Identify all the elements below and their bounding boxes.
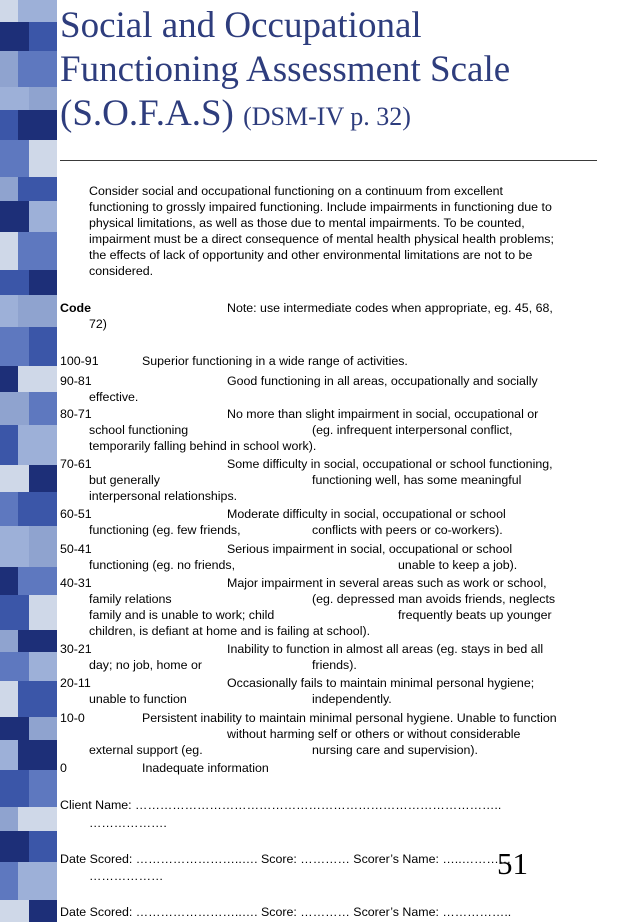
score-description: (eg. infrequent interpersonal conflict, xyxy=(312,423,513,437)
strip-block xyxy=(0,740,18,770)
strip-block xyxy=(0,22,29,51)
score-description: family relations xyxy=(89,592,172,606)
score-description: temporarily falling behind in school work). xyxy=(89,439,317,453)
score-description: family and is unable to work; child xyxy=(89,608,275,622)
score-description: Moderate difficulty in social, occupational or school xyxy=(227,507,506,521)
strip-block xyxy=(18,492,57,526)
score-description: functioning (eg. few friends, xyxy=(89,523,241,537)
strip-block xyxy=(18,567,57,595)
strip-block xyxy=(0,465,29,492)
code-header-note: Note: use intermediate codes when appropriate, eg. 45, 68, xyxy=(227,301,553,315)
strip-block xyxy=(29,327,57,366)
strip-block xyxy=(0,232,18,270)
strip-block xyxy=(0,492,18,526)
strip-block xyxy=(29,140,57,177)
score-code: 90-81 xyxy=(60,374,92,388)
score-description: No more than slight impairment in social, occupational or xyxy=(227,407,539,421)
strip-block xyxy=(0,831,29,862)
strip-block xyxy=(0,630,18,652)
score-description: friends). xyxy=(312,658,357,672)
title-line-3: (S.O.F.A.S) xyxy=(60,93,234,134)
score-description: without harming self or others or without considerable xyxy=(227,727,521,741)
strip-block xyxy=(0,900,29,922)
score-description: day; no job, home or xyxy=(89,658,202,672)
client-name-field: Client Name: …………………………………………………………………………….. xyxy=(60,798,502,812)
strip-block xyxy=(0,295,18,327)
strip-block xyxy=(29,201,57,232)
score-description: conflicts with peers or co-workers). xyxy=(312,523,503,537)
strip-block xyxy=(18,862,57,900)
strip-block xyxy=(29,595,57,630)
score-description: effective. xyxy=(89,390,139,404)
intro-line: impairment must be a direct consequence of mental health physical health problems; xyxy=(89,232,554,246)
score-description: unable to function xyxy=(89,692,187,706)
strip-block xyxy=(0,526,29,567)
strip-block xyxy=(0,595,29,630)
score-description: functioning (eg. no friends, xyxy=(89,558,236,572)
strip-block xyxy=(18,681,57,717)
intro-line: the effects of lack of opportunity and other environmental limitations are not to be xyxy=(89,248,533,262)
strip-block xyxy=(0,770,29,807)
strip-block xyxy=(0,0,18,22)
strip-block xyxy=(29,831,57,862)
title-reference: (DSM-IV p. 32) xyxy=(243,102,411,131)
strip-block xyxy=(0,717,29,740)
strip-block xyxy=(0,201,29,232)
score-description: school functioning xyxy=(89,423,189,437)
strip-block xyxy=(0,140,29,177)
strip-block xyxy=(18,630,57,652)
title-line-1: Social and Occupational xyxy=(60,5,422,46)
score-description: Some difficulty in social, occupational or school functioning, xyxy=(227,457,553,471)
strip-block xyxy=(18,0,57,22)
strip-block xyxy=(0,327,29,366)
score-description: Inadequate information xyxy=(142,761,269,775)
score-description: Major impairment in several areas such as work or school, xyxy=(227,576,547,590)
strip-block xyxy=(18,177,57,201)
score-description: Inability to function in almost all areas (eg. stays in bed all xyxy=(227,642,544,656)
score-code: 0 xyxy=(60,761,67,775)
strip-block xyxy=(18,51,57,87)
strip-block xyxy=(0,567,18,595)
strip-block xyxy=(0,652,29,681)
strip-block xyxy=(0,51,18,87)
code-header-note-cont: 72) xyxy=(89,317,107,331)
page-number: 51 xyxy=(497,846,528,881)
score-code: 10-0 xyxy=(60,711,85,725)
date-scored-field: Date Scored: ……………………..…. Score: ………… Scorer’s Name: …………….. xyxy=(60,905,512,919)
strip-block xyxy=(18,807,57,831)
strip-block xyxy=(29,87,57,110)
score-code: 20-11 xyxy=(60,676,91,690)
score-description: Occasionally fails to maintain minimal personal hygiene; xyxy=(227,676,535,690)
strip-block xyxy=(18,295,57,327)
score-code: 100-91 xyxy=(60,354,99,368)
strip-block xyxy=(18,366,57,392)
strip-block xyxy=(29,652,57,681)
strip-block xyxy=(0,425,18,465)
score-description: nursing care and supervision). xyxy=(312,743,478,757)
score-description: external support (eg. xyxy=(89,743,203,757)
strip-block xyxy=(0,87,29,110)
score-description: Superior functioning in a wide range of activities. xyxy=(142,354,408,368)
score-code: 40-31 xyxy=(60,576,92,590)
client-name-field-cont: ………………. xyxy=(89,816,167,830)
decorative-side-strip xyxy=(0,0,57,922)
strip-block xyxy=(29,900,57,922)
strip-block xyxy=(29,270,57,295)
score-code: 80-71 xyxy=(60,407,92,421)
strip-block xyxy=(18,110,57,140)
code-header-label: Code xyxy=(60,301,91,315)
score-description: interpersonal relationships. xyxy=(89,489,238,503)
strip-block xyxy=(29,465,57,492)
score-description: (eg. depressed man avoids friends, neglects xyxy=(312,592,556,606)
score-description: independently. xyxy=(312,692,392,706)
score-description: children, is defiant at home and is failing at school). xyxy=(89,624,371,638)
title-divider xyxy=(60,160,597,161)
intro-line: considered. xyxy=(89,264,154,278)
strip-block xyxy=(0,110,18,140)
intro-line: Consider social and occupational functioning on a continuum from excellent xyxy=(89,184,503,198)
strip-block xyxy=(29,22,57,51)
score-description: frequently beats up younger xyxy=(398,608,552,622)
score-description: Good functioning in all areas, occupationally and socially xyxy=(227,374,538,388)
strip-block xyxy=(18,740,57,770)
score-description: Serious impairment in social, occupational or school xyxy=(227,542,513,556)
intro-line: functioning to grossly impaired functioning. Include impairments in functioning due to xyxy=(89,200,552,214)
strip-block xyxy=(18,232,57,270)
score-description: unable to keep a job). xyxy=(398,558,518,572)
page-title xyxy=(60,4,630,139)
strip-block xyxy=(29,717,57,740)
date-scored-field: Date Scored: ……………………..…. Score: ………… Scorer’s Name: …..………… xyxy=(60,852,512,866)
score-code: 30-21 xyxy=(60,642,92,656)
date-scored-field-cont: ……………… xyxy=(89,869,164,883)
score-code: 70-61 xyxy=(60,457,92,471)
strip-block xyxy=(29,526,57,567)
intro-line: physical limitations, as well as those due to mental impairments. To be counted, xyxy=(89,216,525,230)
score-description: functioning well, has some meaningful xyxy=(312,473,522,487)
strip-block xyxy=(0,177,18,201)
strip-block xyxy=(0,270,29,295)
strip-block xyxy=(29,770,57,807)
strip-block xyxy=(0,392,29,425)
strip-block xyxy=(18,425,57,465)
score-code: 60-51 xyxy=(60,507,92,521)
score-description: Persistent inability to maintain minimal personal hygiene. Unable to function xyxy=(142,711,557,725)
strip-block xyxy=(0,862,18,900)
strip-block xyxy=(0,366,18,392)
strip-block xyxy=(29,392,57,425)
score-description: but generally xyxy=(89,473,160,487)
strip-block xyxy=(0,807,18,831)
title-line-2: Functioning Assessment Scale xyxy=(60,49,511,90)
strip-block xyxy=(0,681,18,717)
score-code: 50-41 xyxy=(60,542,92,556)
